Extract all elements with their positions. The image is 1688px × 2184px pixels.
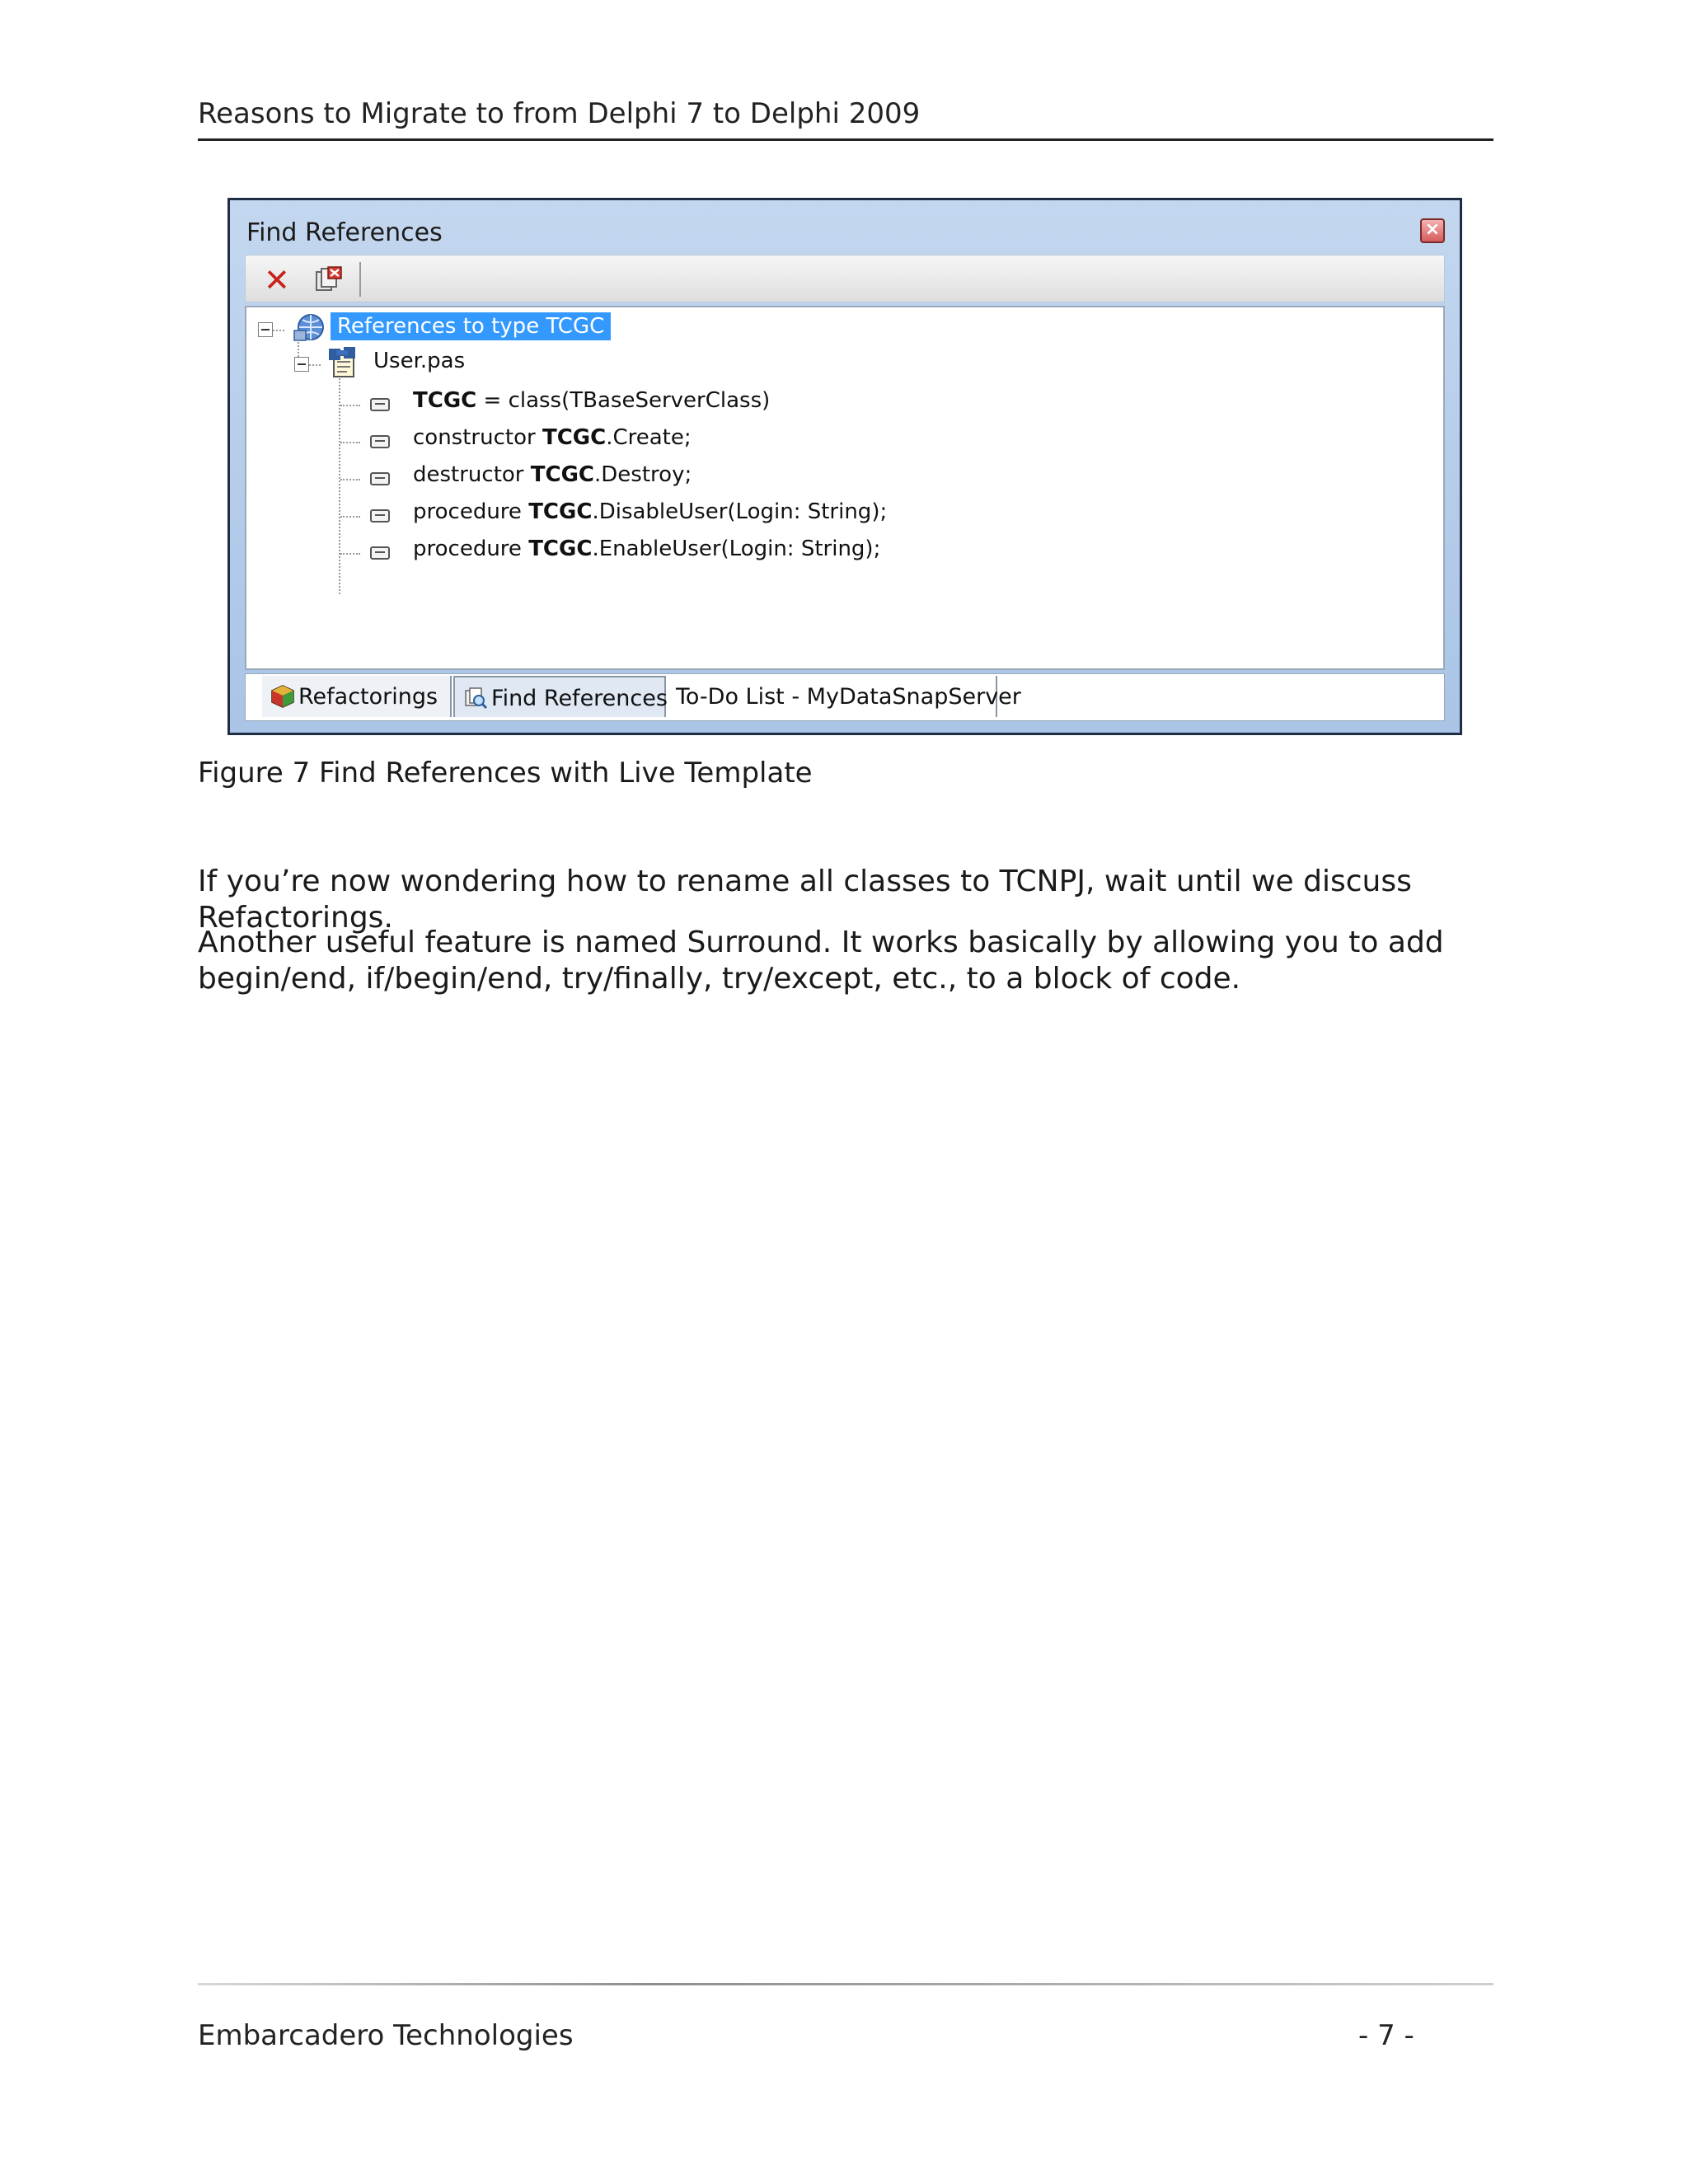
reference-icon	[370, 472, 390, 485]
delete-icon[interactable]: ✕	[264, 262, 290, 298]
close-icon[interactable]: ×	[1420, 218, 1445, 243]
tree-reference-item[interactable]: procedure TCGC.EnableUser(Login: String);	[413, 537, 881, 561]
tree-line	[309, 364, 321, 366]
paragraph: Another useful feature is named Surround. It works basically by allowing you to add begin/end, if/begin/end, try/finally, try/except, etc., to a block of code.	[198, 926, 1444, 996]
tree-line	[339, 378, 340, 594]
refactorings-cube-icon	[270, 684, 295, 709]
tree-line	[340, 553, 360, 555]
header-rule	[198, 138, 1493, 141]
tree-reference-item[interactable]: constructor TCGC.Create;	[413, 425, 692, 450]
tree-root-item[interactable]: References to type TCGC	[331, 312, 611, 340]
toolbar	[245, 255, 1445, 302]
figure-caption: Figure 7 Find References with Live Template	[198, 757, 813, 790]
collapse-file-icon[interactable]	[294, 357, 309, 372]
clear-results-icon[interactable]	[315, 265, 343, 293]
footer-rule	[198, 1983, 1493, 1985]
reference-icon	[370, 435, 390, 448]
paragraph: If you’re now wondering how to rename all classes to TCNPJ, wait until we discuss Refactorings.	[198, 865, 1412, 935]
tree-line	[340, 405, 360, 406]
tab-label: Refactorings	[298, 684, 438, 710]
tab-refactorings[interactable]	[262, 676, 452, 717]
tree-reference-item[interactable]: procedure TCGC.DisableUser(Login: String);	[413, 499, 888, 524]
bottom-tab-bar	[245, 673, 1445, 721]
unit-file-icon	[326, 345, 360, 378]
tree-line	[273, 330, 284, 331]
references-tree	[245, 306, 1445, 670]
collapse-root-icon[interactable]	[258, 322, 273, 337]
reference-icon	[370, 509, 390, 523]
tree-line	[340, 479, 360, 480]
find-references-window	[227, 198, 1462, 735]
tree-reference-item[interactable]: TCGC = class(TBaseServerClass)	[413, 388, 771, 413]
reference-icon	[370, 546, 390, 560]
tree-line	[340, 442, 360, 443]
page-number: - 7 -	[1358, 2019, 1414, 2052]
tree-file-item[interactable]: User.pas	[373, 349, 466, 373]
tab-label: Find References	[491, 686, 668, 711]
tab-label: To-Do List - MyDataSnapServer	[676, 684, 1021, 710]
window-title: Find References	[246, 218, 443, 247]
tab-find-references[interactable]	[453, 676, 666, 717]
toolbar-separator	[359, 262, 361, 297]
tree-reference-item[interactable]: destructor TCGC.Destroy;	[413, 462, 692, 487]
footer-company: Embarcadero Technologies	[198, 2019, 574, 2052]
tree-line	[340, 516, 360, 518]
reference-icon	[370, 398, 390, 411]
page-header-title: Reasons to Migrate to from Delphi 7 to Delphi 2009	[198, 97, 921, 130]
find-references-icon	[463, 686, 488, 710]
tab-todo-list[interactable]	[668, 676, 1021, 717]
